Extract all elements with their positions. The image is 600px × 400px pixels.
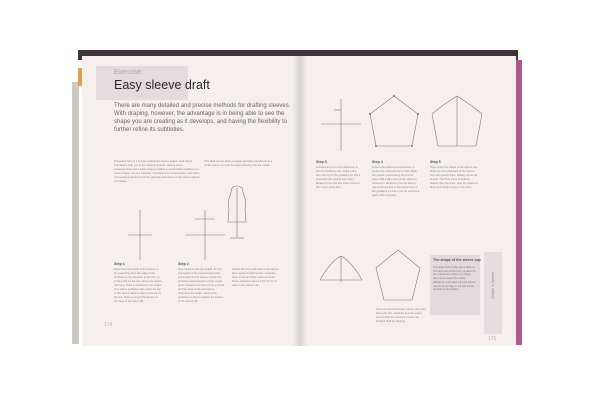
- page-number-left: 174: [104, 322, 113, 328]
- sleeve-front-back-diagram: [316, 250, 366, 290]
- step1-diagram: [120, 205, 160, 265]
- step2-text: Now measure the cap height, B. The cap height is the measurement that works best for the sleeve. Divide the armhole measurement in three equal parts. Measure the front of the armhole and the back of the armhole to determine the shape. Extend the guideline so that it reaches the bottom of the sleeve (B).: [178, 268, 225, 303]
- step3-title: Step 3: [316, 160, 327, 164]
- step2-text-continued: Sketch the front and back of the sleeve, then measure both curves. Compare them to the armhole measurements. There should be about 2.5-3.75 cm of ease in the sleeve cap.: [232, 268, 280, 287]
- book-gutter: [292, 56, 308, 346]
- step3-diagram: [316, 96, 366, 154]
- step4-title: Step 4: [372, 160, 383, 164]
- step5-title: Step 5: [430, 160, 441, 164]
- step4-diagram: [364, 90, 424, 156]
- step1-title: Step 1: [114, 262, 125, 266]
- step4-text: Extend the bodice circumference, A. Divide this measurement in half. Mark the quarter points along the line for ease. Add a little extra at the sides for movement. Measure from the sleeve cap at the top line to the bottom line of the guideline so that it can be used as a guide when draping.: [372, 166, 420, 197]
- exercise-label: Exercise:: [114, 69, 143, 76]
- step5-diagram: [426, 90, 488, 156]
- step2-diagram: [175, 205, 235, 265]
- intro-paragraph: There are many detailed and precise methods for drafting sleeves. With draping, however, the advantage is in being able to see the shape you are creating as it develops, and having the flexibility to further refine its subtleties.: [114, 103, 291, 133]
- chapter-side-tab-label: Chapter 4: Sleeves: [491, 271, 495, 299]
- page-edges-left: [72, 82, 79, 344]
- step3-text: Subtract the front circumference, A, from B. Divide by two. Draw a line from the top of the guideline so that it intersects the vertical line (Cap). Measure from the two outer points to the center of the line.: [316, 166, 361, 189]
- left-body-col1: Presented here is a simple, preliminary sleeve pattern draft that is intended to help you in the draping process. Having some measurements and a basic shape to follow is useful when working on a sleeve drape. It is not, however, intended to be a final pattern, but rather a time-saving device to set the general parameters of the sleeve volume and shape.: [114, 160, 200, 183]
- step1-text: Determine the height of the sleeve, A, by measuring from the edge of the armhole on the shoulder to the arm, or to the point on the arm where the sleeve will hang. Draw a vertical line the height of A, with a guideline that marks the top of the sleeve (Sleeve Cap) at the top of the line. Draw a perpendicular line at the base of the line A (B).: [114, 268, 162, 302]
- sleeve-final-diagram: [372, 246, 424, 306]
- step2-title: Step 2: [178, 262, 189, 266]
- step5-text: Now create the shape of the sleeve cap. Mark the front and back of the sleeve from the quarter lines, adding curves as shown. The front curve should be deeper than the back. Now the sleeve is done and ready to test on the form.: [430, 166, 478, 189]
- exercise-title: Easy sleeve draft: [114, 78, 210, 92]
- page-number-right: 175: [488, 336, 497, 342]
- left-body-col2: This draft can be done on paper and then transferred to a muslin piece, or it can be drawn directly onto the muslin.: [204, 160, 273, 167]
- callout-text: The upper third of the cap is fuller at the back than at the front, to allow for arm movement. When you drape, take care to keep this subtle difference, and make sure the sleeve cap is not too high or too low for the armhole of the bodice.: [433, 266, 476, 292]
- callout-title: The shape of the sleeve cap: [433, 258, 481, 262]
- bottom-right-text: Trace the front and back curves, then fold along the line. Carefully true the edges and smooth the curves to create the finished draft for draping.: [376, 308, 426, 323]
